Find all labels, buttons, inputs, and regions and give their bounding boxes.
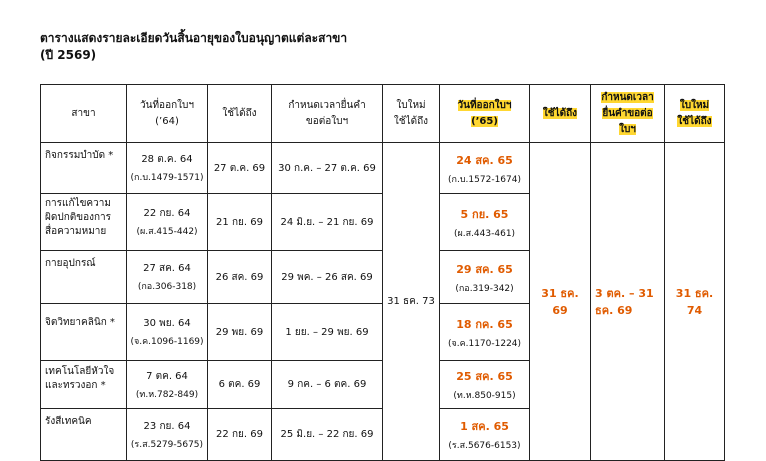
header-valid-until-hl-text: ใช้ได้ถึง — [542, 107, 578, 119]
valid-until-65-text: 31 ธค. 69 — [541, 286, 579, 317]
issue-cell — [127, 361, 208, 409]
issue65-cell — [440, 194, 530, 251]
issue-date: 22 กย. 64 — [143, 208, 191, 219]
new-license-valid-65 — [665, 143, 725, 461]
header-renew-period: กำหนดเวลายื่นคำ ขอต่อใบฯ — [272, 85, 383, 143]
issue65-cell — [440, 143, 530, 194]
issue-number: (กอ.306-318) — [137, 282, 197, 292]
issue65-date: 18 กค. 65 — [456, 317, 513, 331]
issue-number: (ร.ส.5279-5675) — [130, 439, 204, 450]
issue-date: 28 ต.ค. 64 — [141, 154, 193, 165]
header-new-license-valid-hl-text: ใบใหม่ ใช้ได้ถึง — [677, 99, 712, 127]
issue-date: 27 สค. 64 — [143, 263, 191, 274]
issue65-date: 1 สค. 65 — [460, 420, 509, 433]
table-row — [41, 143, 725, 194]
new-license-valid-65-text: 31 ธค. 74 — [675, 286, 714, 317]
valid-until: 6 ตค. 69 — [208, 361, 272, 409]
renew-period: 29 พค. – 26 สค. 69 — [272, 251, 383, 304]
issue65-number: (ก.บ.1572-1674) — [448, 174, 521, 185]
header-valid-until-hl — [530, 85, 591, 143]
valid-until: 27 ต.ค. 69 — [208, 143, 272, 194]
issue-cell — [127, 194, 208, 251]
issue-cell — [127, 143, 208, 194]
document-title — [40, 30, 347, 64]
header-branch: สาขา — [41, 85, 127, 143]
renew-period: 30 ก.ค. – 27 ต.ค. 69 — [272, 143, 383, 194]
branch-name: กายอุปกรณ์ — [41, 251, 127, 304]
issue-date: 23 กย. 64 — [143, 420, 191, 432]
issue65-number: (ท.ห.850-915) — [453, 391, 516, 401]
issue65-cell — [440, 304, 530, 361]
valid-until: 21 กย. 69 — [208, 194, 272, 251]
valid-until: 29 พย. 69 — [208, 304, 272, 361]
issue-date: 30 พย. 64 — [143, 318, 191, 329]
branch-name: รังสีเทคนิค — [41, 409, 127, 461]
header-issue-64: วันที่ออกใบฯ (’64) — [127, 85, 208, 143]
header-row — [41, 85, 725, 143]
header-new-license-valid: ใบใหม่ ใช้ได้ถึง — [383, 85, 440, 143]
issue65-cell — [440, 251, 530, 304]
branch-name: เทคโนโลยีหัวใจและทรวงอก * — [41, 361, 127, 409]
issue-number: (ก.บ.1479-1571) — [130, 173, 204, 183]
issue65-date: 5 กย. 65 — [460, 207, 509, 221]
issue-cell — [127, 251, 208, 304]
issue65-date: 25 สค. 65 — [456, 370, 513, 383]
renew-period-65-text: 3 ตค. – 31 ธค. 69 — [595, 286, 654, 317]
issue-date: 7 ตค. 64 — [146, 370, 188, 382]
issue65-cell — [440, 361, 530, 409]
valid-until-65 — [530, 143, 591, 461]
issue-number: (ท.ห.782-849) — [135, 389, 199, 400]
valid-until: 26 สค. 69 — [208, 251, 272, 304]
issue65-date: 24 สค. 65 — [456, 153, 513, 167]
branch-name: การแก้ไขความผิดปกติของการสื่อความหมาย — [41, 194, 127, 251]
header-renew-period-hl-text: กำหนดเวลา ยื่นคำขอต่อ ใบฯ — [601, 91, 654, 135]
issue65-number: (กอ.319-342) — [455, 283, 514, 294]
issue65-number: (ร.ส.5676-6153) — [448, 441, 521, 451]
title-line-1: ตารางแสดงรายละเอียดวันสิ้นอายุของใบอนุญาตแต่ละสาขา — [40, 31, 348, 45]
header-issue-65-text: วันที่ออกใบฯ (’65) — [457, 99, 512, 127]
header-valid-until: ใช้ได้ถึง — [208, 85, 272, 143]
issue65-number: (ผ.ส.443-461) — [453, 228, 516, 239]
title-line-2: (ปี 2569) — [40, 48, 97, 62]
new-license-valid-64: 31 ธค. 73 — [383, 143, 440, 461]
issue65-date: 29 สค. 65 — [456, 262, 513, 276]
valid-until: 22 กย. 69 — [208, 409, 272, 461]
renew-period-65 — [591, 143, 665, 461]
header-renew-period-hl — [591, 85, 665, 143]
renew-period: 24 มิ.ย. – 21 กย. 69 — [272, 194, 383, 251]
issue-number: (จ.ค.1096-1169) — [130, 337, 204, 347]
renew-period: 1 ยย. – 29 พย. 69 — [272, 304, 383, 361]
license-expiry-table — [40, 84, 725, 461]
branch-name: กิจกรรมบำบัด * — [41, 143, 127, 194]
issue-number: (ผ.ส.415-442) — [136, 227, 198, 237]
renew-period: 25 มิ.ย. – 22 กย. 69 — [272, 409, 383, 461]
issue65-number: (จ.ค.1170-1224) — [447, 338, 522, 349]
header-new-license-valid-hl — [665, 85, 725, 143]
renew-period: 9 กค. – 6 ตค. 69 — [272, 361, 383, 409]
header-issue-65 — [440, 85, 530, 143]
issue-cell — [127, 304, 208, 361]
branch-name: จิตวิทยาคลินิก * — [41, 304, 127, 361]
